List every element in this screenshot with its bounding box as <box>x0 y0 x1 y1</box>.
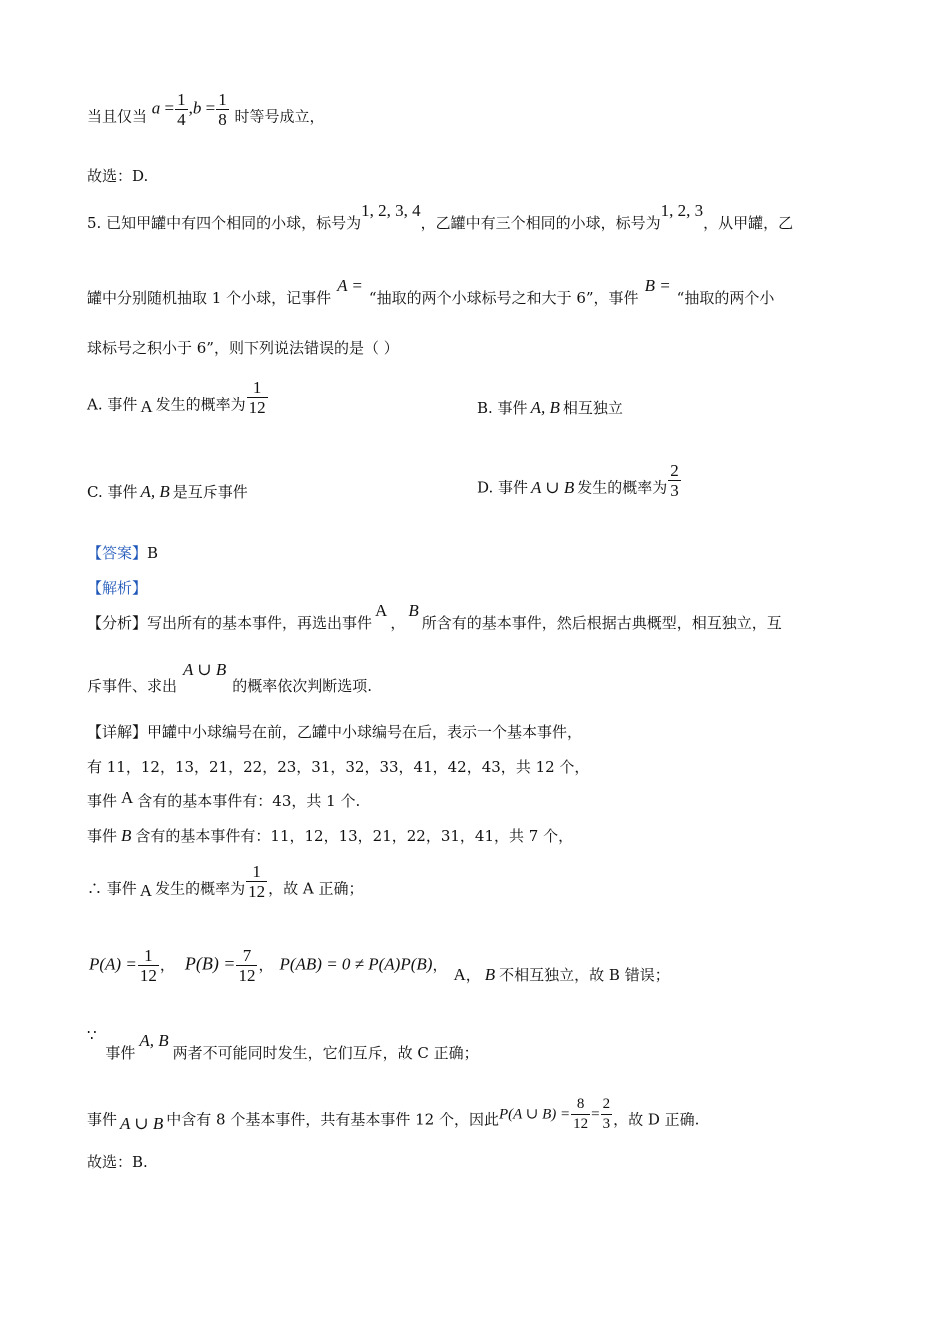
line-equality-condition: 当且仅当 a = $\frac{1}{4}$ ,b = $\frac{1}{8}$ 时等号成立， <box>87 90 325 129</box>
math-a: a <box>151 98 161 118</box>
math-set-1: 1, 2, 3, 4 <box>361 201 421 220</box>
fraction-one-twelfth: $\frac{1}{12}$ <box>248 378 266 417</box>
math-b: b <box>192 98 202 118</box>
option-b[interactable]: B. 事件 A, B 相互独立 <box>477 398 623 417</box>
detail-line-7: ∵ 事件A, B两者不可能同时发生，它们互斥，故 C 正确； <box>87 1026 479 1062</box>
math-event-b: B = <box>644 276 671 295</box>
math-set-2: 1, 2, 3 <box>660 201 704 220</box>
detail-line-8: 事件 A ∪ B 中含有 8 个基本事件，共有基本事件 12 个，因此P(A ∪ B) = $\frac{8}{12}$ = $\frac{2}{3}$ ，故 D 正确. <box>87 1096 700 1133</box>
detail-line-6: P(A) = $\frac{1}{12}$ ， P(B) = $\frac{7}{12}$ ， P(AB) = 0 ≠ P(A)P(B)， A， B 不相互独立，故 B 错误； <box>89 946 670 985</box>
detail-line-4: 事件 B 含有的基本事件有：11，12，13，21，22，31，41，共 7 个， <box>87 826 574 845</box>
line-choose-d: 故选：D. <box>87 167 149 185</box>
math-event-a: A = <box>337 276 363 295</box>
detail-line-2: 有 11，12，13，21，22，23，31，32，33，41，42，43，共 12 个， <box>87 758 590 776</box>
text: 时等号成立， <box>234 107 325 126</box>
fraction-one-twelfth: $\frac{1}{12}$ <box>248 862 266 901</box>
answer-value: B <box>147 544 159 562</box>
fraction-p-b: $\frac{7}{12}$ <box>238 946 256 985</box>
option-a[interactable]: A. 事件 A 发生的概率为 $\frac{1}{12}$ <box>87 378 266 417</box>
question-5-line-2: 罐中分别随机抽取 1 个小球，记事件A =“抽取的两个小球标号之和大于 6”，事件B =“抽取的两个小 <box>87 276 775 307</box>
fraction-two-thirds: $\frac{2}{3}$ <box>602 1096 611 1132</box>
question-5-line-1: 5. 已知甲罐中有四个相同的小球，标号为1, 2, 3, 4，乙罐中有三个相同的小球，标号为1, 2, 3，从甲罐，乙 <box>87 201 794 232</box>
fraction-one-eighth: $\frac{1}{8}$ <box>218 90 227 129</box>
detail-line-3: 事件 A 含有的基本事件有：43，共 1 个. <box>87 788 361 810</box>
option-c[interactable]: C. 事件 A, B 是互斥事件 <box>87 482 248 501</box>
detail-line-1: 【详解】甲罐中小球编号在前，乙罐中小球编号在后，表示一个基本事件， <box>87 723 583 741</box>
answer-tag: 【答案】 <box>87 544 148 562</box>
detail-line-5: ∴ 事件 A 发生的概率为 $\frac{1}{12}$ ，故 A 正确； <box>87 862 364 901</box>
fraction-two-thirds: $\frac{2}{3}$ <box>670 461 679 500</box>
answer-line <box>87 543 158 563</box>
text: 当且仅当 <box>87 107 148 126</box>
question-5-line-3: 球标号之积小于 6”，则下列说法错误的是（ ） <box>87 339 399 357</box>
fenxi-line-2: 斥事件、求出A ∪ B的概率依次判断选项. <box>87 660 373 695</box>
fraction-one-quarter: $\frac{1}{4}$ <box>177 90 186 129</box>
analysis-tag: 【解析】 <box>87 579 148 597</box>
detail-line-9: 故选：B. <box>87 1153 148 1171</box>
fenxi-line-1: 【分析】写出所有的基本事件，再选出事件A，B所含有的基本事件，然后根据古典概型，相互独立，互 <box>87 601 782 632</box>
question-number: 5. <box>87 214 102 232</box>
fraction-p-a: $\frac{1}{12}$ <box>139 946 157 985</box>
fraction-eight-twelfths: $\frac{8}{12}$ <box>573 1096 589 1132</box>
option-d[interactable]: D. 事件 A ∪ B 发生的概率为 $\frac{2}{3}$ <box>477 461 679 500</box>
